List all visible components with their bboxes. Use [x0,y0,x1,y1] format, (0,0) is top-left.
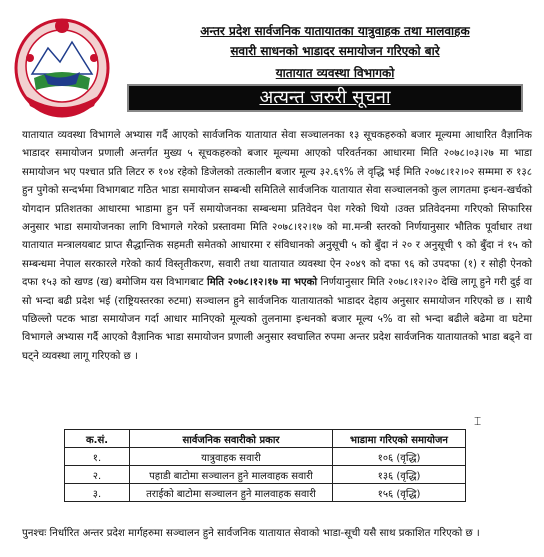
table-cell-adjustment: १०६ (वृद्धि) [333,448,466,466]
notice-body [22,127,532,366]
table-cell-serial: ३. [65,484,130,502]
postscript-note: पुनश्चः निर्धारित अन्तर प्रदेश मार्गहरुमा सञ्चालन हुने सार्वजनिक यातायात सेवाको भाडा-सूची यसै साथ प्रकाशित गरिएको छ । [22,528,480,539]
header-line-3: यातायात व्यवस्था विभागको [275,66,395,80]
table-header-row [65,430,466,448]
column-header-vehicle-type: सार्वजनिक सवारीको प्रकार [130,430,333,448]
urgent-notice-title: अत्यन्त जरुरी सूचना [259,87,391,108]
table-cell-adjustment: १५६ (वृद्धि) [333,484,466,502]
body-paragraph-part-1: यातायात व्यवस्था विभागले अभ्यास गर्दै आएको सार्वजनिक यातायात सेवा सञ्चालनका १३ सूचकहरुको बजार मूल्यमा आधारित वैज्ञानिक भाडादर समायोजन प्रणाली अन्तर्गत मुख्य ५ सूचकहरुको बजार मूल्यमा आएको परिवर्तनका आधारमा मिति २०७८।०३।२७ मा भाडा समायोजन भए पश्चात प्रति लिटर रु १०४ रहेको डिजेलको तत्कालीन बजार मूल्य ३२.६९% ले वृद्धि भई मिति २०७८।१२।०२ सम्ममा रु १३८ हुन पुगेको सन्दर्भमा विभागबाट गठित भाडा समायोजन सम्बन्धी समितिले सार्वजनिक यातायात सेवा सञ्चालनको कुल लागतमा इन्धन-खर्चको योगदान प्रतिशतका आधारमा भाडामा हुन पर्ने समायोजनका सम्बन्धमा प्रतिवेदन पेश गरेको थियो ।उक्त प्रतिवेदनमा गरिएको सिफारिस अनुसार भाडा समायोजनका लागि विभागले गरेको प्रस्तावमा मिति २०७८।१२।१७ को मा.मन्त्री स्तरको निर्णयानुसार भौतिक पूर्वाधार तथा यातायात मन्त्रालयबाट प्राप्त सैद्धान्तिक सहमती समेतको आधारमा र संविधानको अनुसूची ५ को बुँदा नं २० र अनुसूची ९ को बुँदा नं १५ को सम्बन्धमा नेपाल सरकारले गरेको कार्य विस्तृतीकरण, सवारी तथा यातायात व्यवस्था ऐन २०४९ को दफा ९६ को उपदफा (१) र सोही ऐनको दफा १५३ को खण्ड (ख) बमोजिम यस विभागबाट [22,130,532,289]
column-header-serial: क.सं. [65,430,130,448]
body-paragraph-part-2: निर्णयानुसार मिति २०७८।१२।२० देखि लागू हुने गरी दुई वा सो भन्दा बढी प्रदेश भई (राष्ट्रियस्तरका रुटमा) सञ्चालन हुने सार्वजनिक यातायातको भाडादर देहाय अनुसार समायोजन गरिएको छ । साथै पछिल्लो पटक भाडा समायोजन गर्दा आधार मानिएको मूल्यको तुलनामा इन्धनको बजार मूल्य ५% वा सो भन्दा बढीले बढेमा वा घटेमा विभागले अभ्यास गर्दै आएको वैज्ञानिक भाडा समायोजन प्रणाली अनुसार स्वचालित रुपमा अन्तर प्रदेश सार्वजनिक यातायातको भाडा बढ्ने वा घट्ने व्यवस्था लागू गरिएको छ । [22,277,533,362]
table-cell-vehicle-type: यात्रुवाहक सवारी [130,448,333,466]
table-cell-adjustment: १३६ (वृद्धि) [333,466,466,484]
table-cell-serial: २. [65,466,130,484]
table-row [65,484,466,502]
column-header-adjustment: भाडामा गरिएको समायोजन [333,430,466,448]
fare-adjustment-table [64,429,466,502]
header-line-2: सवारी साधनको भाडादर समायोजन गरिएको बारे [230,44,440,58]
header-line-1: अन्तर प्रदेश सार्वजनिक यातायातका यात्रुवाहक तथा मालवाहक [200,24,470,38]
urgent-notice-banner [127,84,523,112]
text-cursor-icon: ⌶ [474,414,482,428]
body-paragraph-bold: मिति २०७८।१२।१७ मा भएको [206,277,318,289]
table-cell-vehicle-type: पहाडी बाटोमा सञ्चालन हुने मालवाहक सवारी [130,466,333,484]
table-cell-serial: १. [65,448,130,466]
table-cell-vehicle-type: तराईको बाटोमा सञ्चालन हुने मालवाहक सवारी [130,484,333,502]
table-row [65,448,466,466]
table-row [65,466,466,484]
nepal-government-emblem-icon [10,8,114,124]
